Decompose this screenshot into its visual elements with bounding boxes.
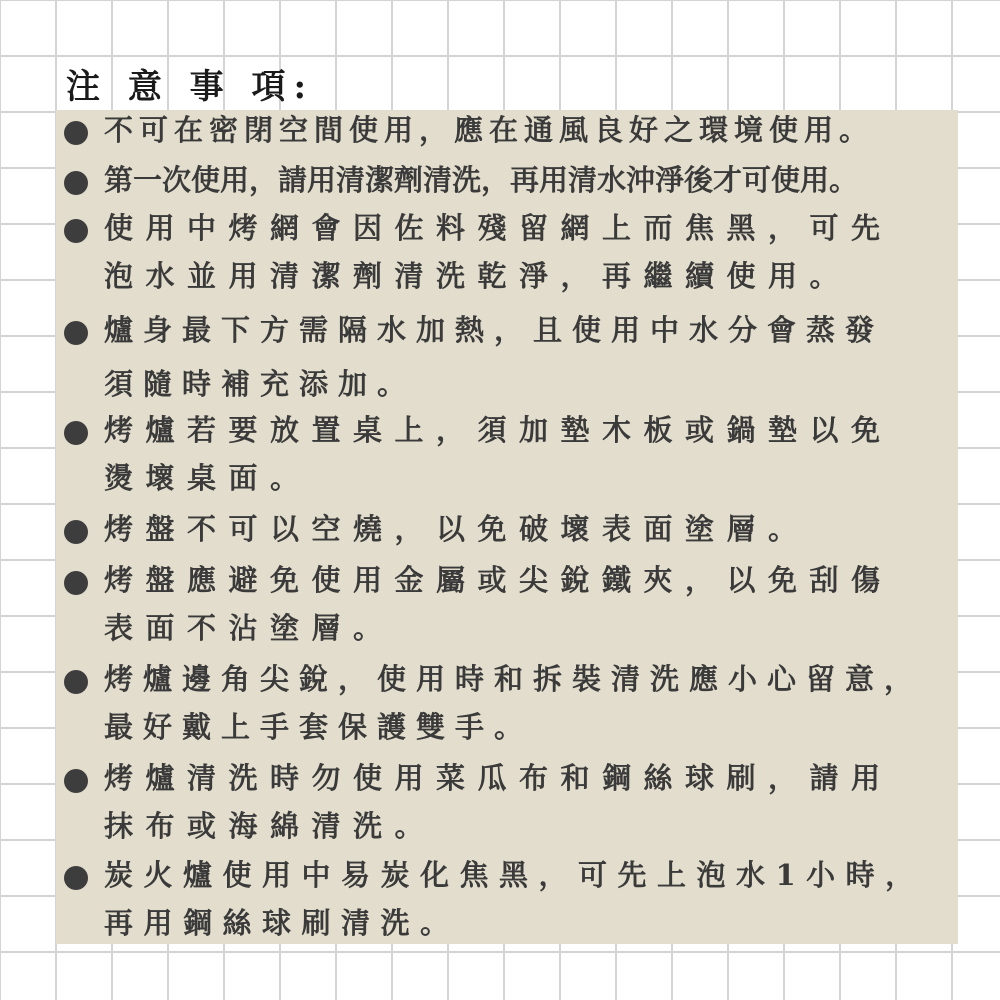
item-line: 第一次使用，請用清潔劑清洗，再用清水沖淨後才可使用。 [104,163,859,197]
bullet-icon [64,769,88,793]
item-text [104,655,923,751]
item-line: 烤盤不可以空燒，以免破壞表面塗層。 [104,512,810,546]
item-line: 最好戴上手套保護雙手。 [104,710,534,744]
bullet-icon [64,670,88,694]
title-box [56,56,314,110]
item-line: 烤爐若要放置桌上，須加墊木板或鍋墊以免 [104,413,893,447]
item-text [104,204,893,300]
item-line: 泡水並用清潔劑清洗乾淨，再繼續使用。 [104,259,852,293]
item-text [104,754,893,850]
item-text [104,505,810,553]
item-line: 燙壞桌面。 [104,461,312,495]
item-line: 抹布或海綿清洗。 [104,809,437,843]
bullet-icon [64,421,88,445]
item-line: 須隨時補充添加。 [104,367,417,401]
bullet-icon [64,121,88,145]
item-line: 使用中烤網會因佐料殘留網上而焦黑，可先 [104,211,893,245]
item-line: 烤盤應避免使用金屬或尖銳鐵夾，以免刮傷 [104,563,893,597]
bullet-icon [64,571,88,595]
list-item [64,512,952,553]
bullet-icon [64,520,88,544]
item-text [104,106,874,154]
item-text [104,156,858,204]
item-text [104,851,925,947]
list-item [64,761,952,850]
item-text [104,556,893,652]
item-line: 不可在密閉空間使用，應在通風良好之環境使用。 [104,113,875,147]
item-line: 烤爐邊角尖銳，使用時和拆裝清洗應小心留意， [104,662,924,696]
list-item [64,211,952,300]
item-line: 烤爐清洗時勿使用菜瓜布和鋼絲球刷，請用 [104,761,893,795]
notice-panel [56,110,958,944]
bullet-icon [64,321,88,345]
list-item [64,662,952,751]
list-item [64,563,952,652]
list-item [64,113,952,154]
list-item [64,163,952,204]
list-item [64,313,952,408]
item-line: 再用鋼絲球刷清洗。 [104,906,460,940]
item-line: 爐身最下方需隔水加熱，且使用中水分會蒸發 [104,313,885,347]
list-item [64,413,952,502]
bullet-icon [64,171,88,195]
bullet-icon [64,219,88,243]
item-text [104,406,893,502]
item-text [104,306,884,408]
list-item [64,858,952,947]
bullet-icon [64,866,88,890]
page-title: 注 意 事 項: [66,66,315,107]
item-line: 炭火爐使用中易炭化焦黑，可先上泡水1小時， [104,858,925,892]
item-line: 表面不沾塗層。 [104,611,395,645]
